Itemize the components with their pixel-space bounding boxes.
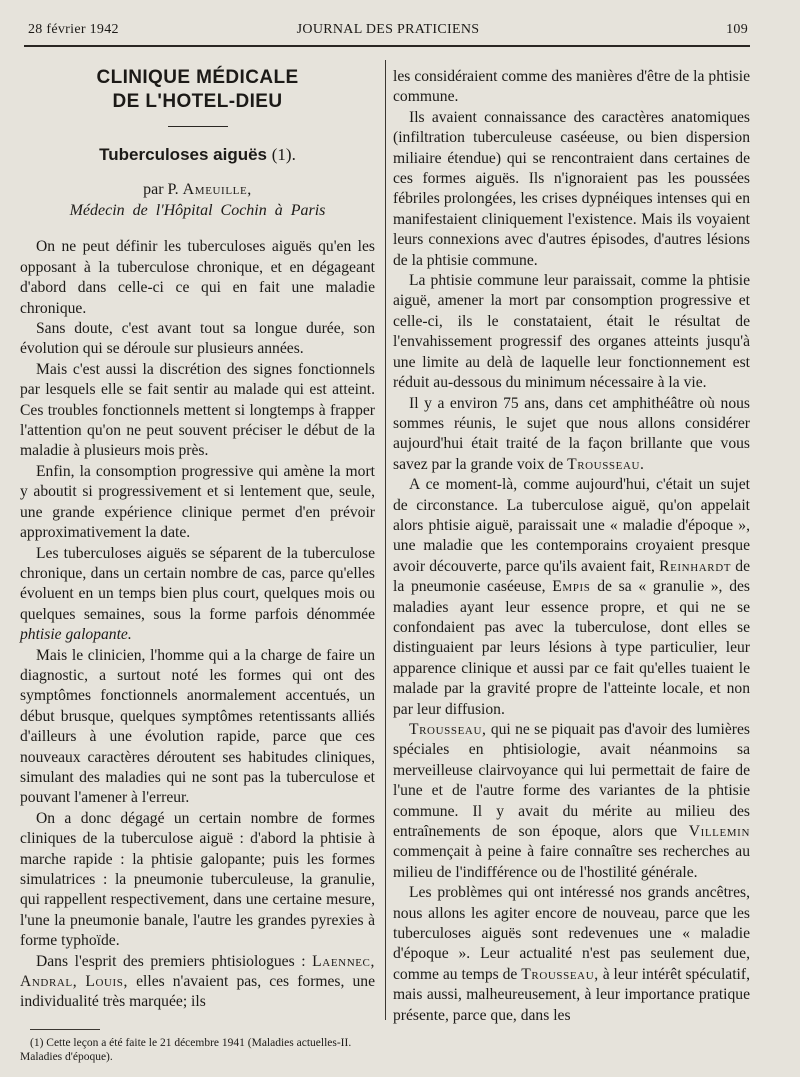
author-name: Ameuille,: [182, 181, 252, 199]
byline-prefix: par P.: [143, 181, 179, 199]
author-ref: Empis: [552, 578, 591, 596]
paragraph: On a donc dégagé un certain nombre de formes cliniques de la tuberculose aiguë : d'abord la phtisie à marche rapide : la phtisie galopante; puis les formes simulatrices : la pneumonie tuberculeuse, la granulie, qui rappellent respectivement, dans une certaine mesure, l'une la pneumonie banale, l'autre les grandes pyrexies à forme typhoïde.: [20, 809, 375, 950]
paragraph: La phtisie commune leur paraissait, comme la phtisie aiguë, amener la mort par consomption progressive et celle-ci, ils le constataient, était le résultat de l'envahissement progressif des organes atteints jusqu'à une limite au delà de laquelle leur fonctionnement est réduit au-dessous du minimum nécessaire à la vie.: [393, 272, 750, 392]
paragraph: [393, 475, 750, 720]
paragraph-text: à leur intérêt spéculatif, mais aussi, malheureusement, à leur importance pratique présente, parce que, dans les: [393, 965, 750, 1024]
clinic-heading-line2: DE L'HOTEL-DIEU: [112, 91, 283, 112]
paragraph-text: elles n'avaient pas, ces formes, une individualité très marquée; ils: [20, 973, 375, 1011]
byline: [20, 179, 375, 200]
author-ref: Trousseau,: [521, 965, 599, 983]
italic-term: phtisie galopante.: [20, 626, 132, 644]
paragraph: On ne peut définir les tuberculoses aiguës qu'en les opposant à la tuberculose chronique, et en dégageant d'abord dans celle-ci ce qui en fait une maladie chronique.: [20, 238, 375, 317]
running-head: [28, 22, 748, 44]
journal-name: JOURNAL DES PRATICIENS: [296, 22, 480, 37]
paragraph: [20, 952, 375, 1013]
paragraph: [393, 720, 750, 883]
paragraph-text: Dans l'esprit des premiers phtisiologues :: [36, 952, 306, 970]
column-rule: [385, 60, 386, 1020]
paragraph: Ils avaient connaissance des caractères anatomiques (infiltration tuberculeuse caséeuse, ou bien dispersion miliaire étendue) qui se rencontraient dans certaines de ces formes aiguës. Ils n'ignoraient pas les poussées fébriles prolongées, les crises dypnéiques intenses qui en manifestaient cliniquement l'existence. Mais ils voyaient leurs connexions avec d'autres épisodes, d'autres lésions de la phtisie commune.: [393, 108, 750, 269]
author-ref: Trousseau.: [567, 455, 645, 473]
paragraph: Mais c'est aussi la discrétion des signes fonctionnels par lesquels elle se fait sentir au malade qui est atteint. Ces troubles fonctionnels mettent si longtemps à frapper l'attention qu'on ne peut souvent préciser le début de la maladie à plusieurs mois près.: [20, 360, 375, 460]
paragraph: [20, 544, 375, 646]
clinic-heading: [20, 66, 375, 114]
author-ref: Laennec,: [312, 952, 375, 970]
left-column: [20, 62, 375, 1064]
paragraph: Enfin, la consomption progressive qui amène la mort y aboutit si progressivement et si lentement que, seule, une grande expérience clinique permet d'en prévoir approximativement la date.: [20, 462, 375, 542]
paragraph-text: A ce moment-là, comme aujourd'hui, c'était un sujet de circonstance. La tuberculose aiguë, qu'on appelait alors phtisie aiguë, paraissait une « maladie d'époque », une maladie que les contemporains croyaient presque avoir découverte, parce qu'ils avaient fait,: [393, 476, 750, 575]
clinic-heading-line1: CLINIQUE MÉDICALE: [96, 67, 299, 88]
author-ref: Louis,: [85, 973, 129, 991]
paragraph-text: qui ne se piquait pas d'avoir des lumières spéciales en phtisiologie, avait néanmoins sa merveilleuse clairvoyance qui lui permettait de faire de l'une et de l'autre forme des variantes de la phtisie commune. Il y avait du mérite au milieu des entraînements de son époque, alors que: [393, 721, 750, 841]
article-title: [20, 145, 375, 165]
article-title-text: Tuberculoses aiguës: [99, 145, 268, 164]
page-number: 109: [726, 22, 748, 37]
paragraph-text: Les tuberculoses aiguës se séparent de la tuberculose chronique, dans un certain nombre de cas, parce qu'elles évoluent en un temps bien plus court, quelques mois ou quelques semaines, sous la forme parfois dénommée: [20, 544, 375, 623]
issue-date: 28 février 1942: [28, 22, 119, 37]
paragraph-text: Les problèmes qui ont intéressé nos grands ancêtres, nous allons les agiter encore de nouveau, parce que les tuberculoses aiguës sont redevenues une « maladie d'époque ». Leur actualité n'est pas seulement due, comme au temps de: [393, 884, 750, 983]
paragraph: Sans doute, c'est avant tout sa longue durée, son évolution qui se déroule sur plusieurs années.: [20, 320, 375, 358]
author-ref: Andral,: [20, 973, 78, 991]
paragraph: les considéraient comme des manières d'être de la phtisie commune.: [393, 68, 750, 106]
footnote-rule: [30, 1029, 100, 1030]
author-ref: Reinhardt: [659, 557, 732, 575]
paragraph: Mais le clinicien, l'homme qui a la charge de faire un diagnostic, a surtout noté les formes qui ont des symptômes fonctionnels anormalement accentués, un début brusque, quelques symptômes retentissants alliés d'ailleurs à une évolution rapide, parce que ces nouveaux caractères déroutent ses habitudes cliniques, simulant des maladies qui ne sont pas la tuberculose et pouvant l'amener à l'erreur.: [20, 646, 375, 807]
author-ref: Villemin: [688, 823, 750, 841]
header-rule: [24, 45, 750, 47]
paragraph-text: commençait à peine à faire connaître ses recherches au milieu de l'indifférence ou de l'hostilité générale.: [393, 843, 750, 881]
footnote: (1) Cette leçon a été faite le 21 décembre 1941 (Maladies actuelles-II. Maladies d'époque).: [20, 1036, 352, 1063]
paragraph-text: Il y a environ 75 ans, dans cet amphithéâtre où nous sommes réunis, le sujet que nous allons considérer aujourd'hui était traité de la façon brillante que vous savez par la grande voix de: [393, 394, 750, 473]
paragraph-text: de la pneumonie caséeuse,: [393, 557, 751, 596]
paragraph: [393, 394, 750, 476]
paragraph: [393, 883, 750, 1026]
paragraph-text: de sa « granulie », des maladies ayant leur essence propre, et qui ne se confondaient pas avec la tuberculose, dont elles se distinguaient par leurs lésions à type particulier, leur apparence clinique et aussi par ce fait qu'elles tuaient le malade par la gravité propre de l'atteinte locale, et non par leur diffusion.: [393, 578, 750, 718]
right-column: [393, 67, 750, 1026]
footnote-ref: (1).: [271, 145, 296, 164]
title-rule: [168, 126, 228, 127]
author-ref: Trousseau,: [409, 721, 487, 738]
author-affiliation: Médecin de l'Hôpital Cochin à Paris: [69, 202, 326, 220]
